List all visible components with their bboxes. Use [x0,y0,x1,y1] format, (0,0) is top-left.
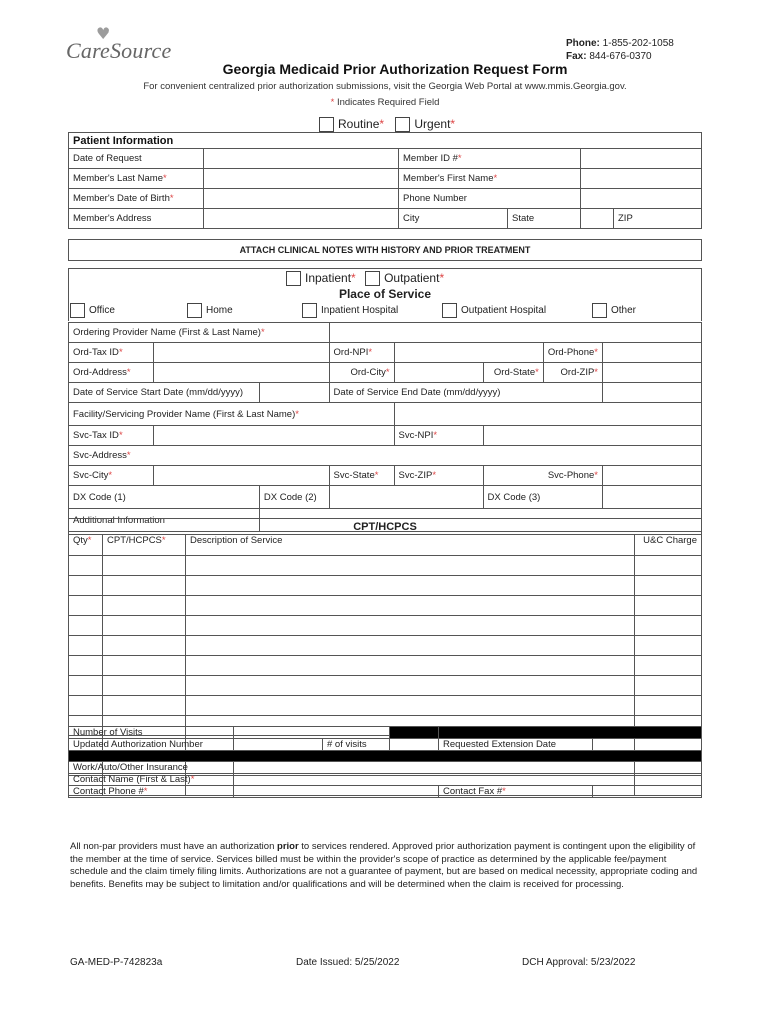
visits-table [68,726,702,798]
first-name-label: Member's First Name* [399,169,581,189]
charge-column-header: U&C Charge [635,535,702,556]
code-cell[interactable] [103,636,186,656]
code-cell[interactable] [103,556,186,576]
ord-zip-label: Ord-ZIP* [543,363,602,383]
svc-phone-field[interactable] [603,466,702,486]
qty-cell[interactable] [69,616,103,636]
qty-cell[interactable] [69,696,103,716]
section-divider [69,751,702,762]
insurance-label: Work/Auto/Other Insurance [69,762,234,774]
contact-info [566,37,674,63]
address-label: Member's Address [69,209,204,229]
home-checkbox[interactable] [187,303,202,318]
cpt-code-column-header: CPT/HCPCS* [103,535,186,556]
table-row [69,676,702,696]
charge-cell[interactable] [635,676,702,696]
svc-npi-label: Svc-NPI* [394,426,483,446]
contact-fax-field[interactable] [593,786,702,798]
dob-label: Member's Date of Birth* [69,189,204,209]
blacked-out-cell [390,727,439,739]
contact-fax-label: Contact Fax #* [439,786,593,798]
description-cell[interactable] [186,676,635,696]
qty-cell[interactable] [69,636,103,656]
table-row [69,616,702,636]
dch-approval: DCH Approval: 5/23/2022 [522,957,636,968]
svc-tax-field[interactable] [154,426,395,446]
svc-phone-label: Svc-Phone* [483,466,602,486]
form-title: Georgia Medicaid Prior Authorization Request Form [222,61,568,77]
svc-zip-label: Svc-ZIP* [394,466,483,486]
outpatient-hospital-label: Outpatient Hospital [461,305,547,317]
office-checkbox[interactable] [70,303,85,318]
table-row [69,696,702,716]
routine-label: Routine [338,117,380,131]
qty-cell[interactable] [69,596,103,616]
qty-cell[interactable] [69,576,103,596]
blacked-out-cell [439,727,702,739]
inpatient-hospital-label: Inpatient Hospital [321,305,399,317]
end-date-label: Date of Service End Date (mm/dd/yyyy) [329,383,602,403]
ord-npi-label: Ord-NPI* [329,343,394,363]
number-of-visits-field[interactable] [234,727,390,739]
qty-cell[interactable] [69,676,103,696]
ord-address-field[interactable] [154,363,330,383]
date-of-request-field[interactable] [204,149,399,169]
description-cell[interactable] [186,636,635,656]
ord-city-label: Ord-City* [329,363,394,383]
form-id: GA-MED-P-742823a [70,957,163,968]
first-name-field[interactable] [581,169,702,189]
extension-date-field[interactable] [593,739,702,751]
admission-type: Inpatient* Outpatient* [286,271,444,286]
last-name-label: Member's Last Name* [69,169,204,189]
fax-label: Fax: [566,51,587,62]
dx2-label: DX Code (2) [259,486,329,509]
ord-state-label: Ord-State* [483,363,543,383]
facility-provider-field[interactable] [394,403,701,426]
description-cell[interactable] [186,696,635,716]
num-visits-field[interactable] [390,739,439,751]
svc-npi-field[interactable] [483,426,701,446]
charge-cell[interactable] [635,576,702,596]
brand-name: CareSource [66,38,172,63]
start-date-label: Date of Service Start Date (mm/dd/yyyy) [69,383,260,403]
required-note: * Indicates Required Field [330,97,440,108]
additional-info-label: Additional Information [69,509,260,532]
ord-city-field[interactable] [394,363,483,383]
office-label: Office [89,305,115,317]
caresource-logo [62,24,192,66]
ordering-provider-field[interactable] [329,323,701,343]
outpatient-label: Outpatient [384,271,440,285]
heart-icon: ♥ [96,24,111,43]
dx2-field[interactable] [329,486,483,509]
urgent-label: Urgent [414,117,451,131]
description-cell[interactable] [186,556,635,576]
end-date-field[interactable] [603,383,702,403]
extension-date-label: Requested Extension Date [439,739,593,751]
start-date-field[interactable] [259,383,329,403]
description-cell[interactable] [186,596,635,616]
inpatient-checkbox[interactable] [286,271,301,286]
code-cell[interactable] [103,656,186,676]
other-checkbox[interactable] [592,303,607,318]
code-cell[interactable] [103,576,186,596]
code-cell[interactable] [103,616,186,636]
code-cell[interactable] [103,696,186,716]
code-cell[interactable] [103,676,186,696]
facility-provider-label: Facility/Servicing Provider Name (First & Last Name)* [69,403,395,426]
home-label: Home [206,305,233,317]
ord-phone-field[interactable] [603,343,702,363]
inpatient-hospital-checkbox[interactable] [302,303,317,318]
contact-name-field[interactable] [234,774,702,786]
description-column-header: Description of Service [186,535,635,556]
routine-checkbox[interactable] [319,117,334,132]
fax-value: 844-676-0370 [589,51,652,62]
dob-field[interactable] [204,189,399,209]
qty-cell[interactable] [69,656,103,676]
updated-auth-label: Updated Authorization Number [69,739,234,751]
dx3-field[interactable] [603,486,702,509]
disclaimer-text: All non-par providers must have an authorization prior to services rendered. Approved prior authorization payment is contingent upon the eligibility of the member at the time of service. Services billed must be within the provider's scope of practice as determined by the applicable fee/payment schedule and the claim timely filing limits. Authorizations are not a guarantee of payment, but are based on medical necessity, appropriate coding and benefits. Benefits may be subject to limitation and/or qualifications and will be determined when the claim is received for processing. [70,841,698,890]
ord-npi-field[interactable] [394,343,543,363]
insurance-field[interactable] [234,762,702,774]
inpatient-label: Inpatient [305,271,352,285]
ord-zip-field[interactable] [603,363,702,383]
table-row [69,656,702,676]
phone-number-field[interactable] [581,189,702,209]
svc-state-label: Svc-State* [329,466,394,486]
priority-selector: Routine* Urgent* [319,117,455,132]
ord-phone-label: Ord-Phone* [543,343,602,363]
dx1-label: DX Code (1) [69,486,260,509]
cpt-header: CPT/HCPCS [69,519,702,535]
description-cell[interactable] [186,656,635,676]
ord-tax-label: Ord-Tax ID* [69,343,154,363]
ord-address-label: Ord-Address* [69,363,154,383]
date-issued: Date Issued: 5/25/2022 [296,957,400,968]
charge-cell[interactable] [635,696,702,716]
phone-label: Phone: [566,38,600,49]
dx3-label: DX Code (3) [483,486,602,509]
phone-value: 1-855-202-1058 [602,38,674,49]
phone-number-label: Phone Number [399,189,581,209]
urgent-checkbox[interactable] [395,117,410,132]
address-field[interactable] [204,209,399,229]
code-cell[interactable] [103,596,186,616]
contact-phone-field[interactable] [234,786,439,798]
contact-phone-label: Contact Phone #* [69,786,234,798]
member-id-label: Member ID #* [399,149,581,169]
city-label: City [399,209,508,229]
svc-city-field[interactable] [154,466,330,486]
state-label: State [508,209,581,229]
outpatient-hospital-checkbox[interactable] [442,303,457,318]
patient-info-table [68,132,702,229]
charge-cell[interactable] [635,656,702,676]
ordering-provider-label: Ordering Provider Name (First & Last Name)* [69,323,330,343]
outpatient-checkbox[interactable] [365,271,380,286]
other-label: Other [611,305,637,317]
patient-info-header: Patient Information [69,133,702,149]
table-row [69,636,702,656]
charge-cell[interactable] [635,556,702,576]
member-id-field[interactable] [581,149,702,169]
svc-city-label: Svc-City* [69,466,154,486]
last-name-field[interactable] [204,169,399,189]
table-row [69,596,702,616]
qty-cell[interactable] [69,556,103,576]
number-of-visits-label: Number of Visits [69,727,234,739]
provider-table [68,322,702,532]
svc-address-label: Svc-Address* [69,446,702,466]
table-row [69,576,702,596]
description-cell[interactable] [186,576,635,596]
table-row [69,556,702,576]
svc-tax-label: Svc-Tax ID* [69,426,154,446]
date-of-request-label: Date of Request [69,149,204,169]
qty-column-header: Qty* [69,535,103,556]
form-subtitle: For convenient centralized prior authorization submissions, visit the Georgia Web Portal at www.mmis.Georgia.gov. [143,81,627,92]
num-visits-label: # of visits [323,739,390,751]
charge-cell[interactable] [635,596,702,616]
attach-notes-banner: ATTACH CLINICAL NOTES WITH HISTORY AND PRIOR TREATMENT [68,239,702,261]
description-cell[interactable] [186,616,635,636]
state-field[interactable] [581,209,614,229]
updated-auth-field[interactable] [234,739,323,751]
charge-cell[interactable] [635,616,702,636]
place-of-service-header: Place of Service [338,287,432,301]
zip-label: ZIP [614,209,702,229]
charge-cell[interactable] [635,636,702,656]
ord-tax-field[interactable] [154,343,330,363]
contact-name-label: Contact Name (First & Last)* [69,774,234,786]
